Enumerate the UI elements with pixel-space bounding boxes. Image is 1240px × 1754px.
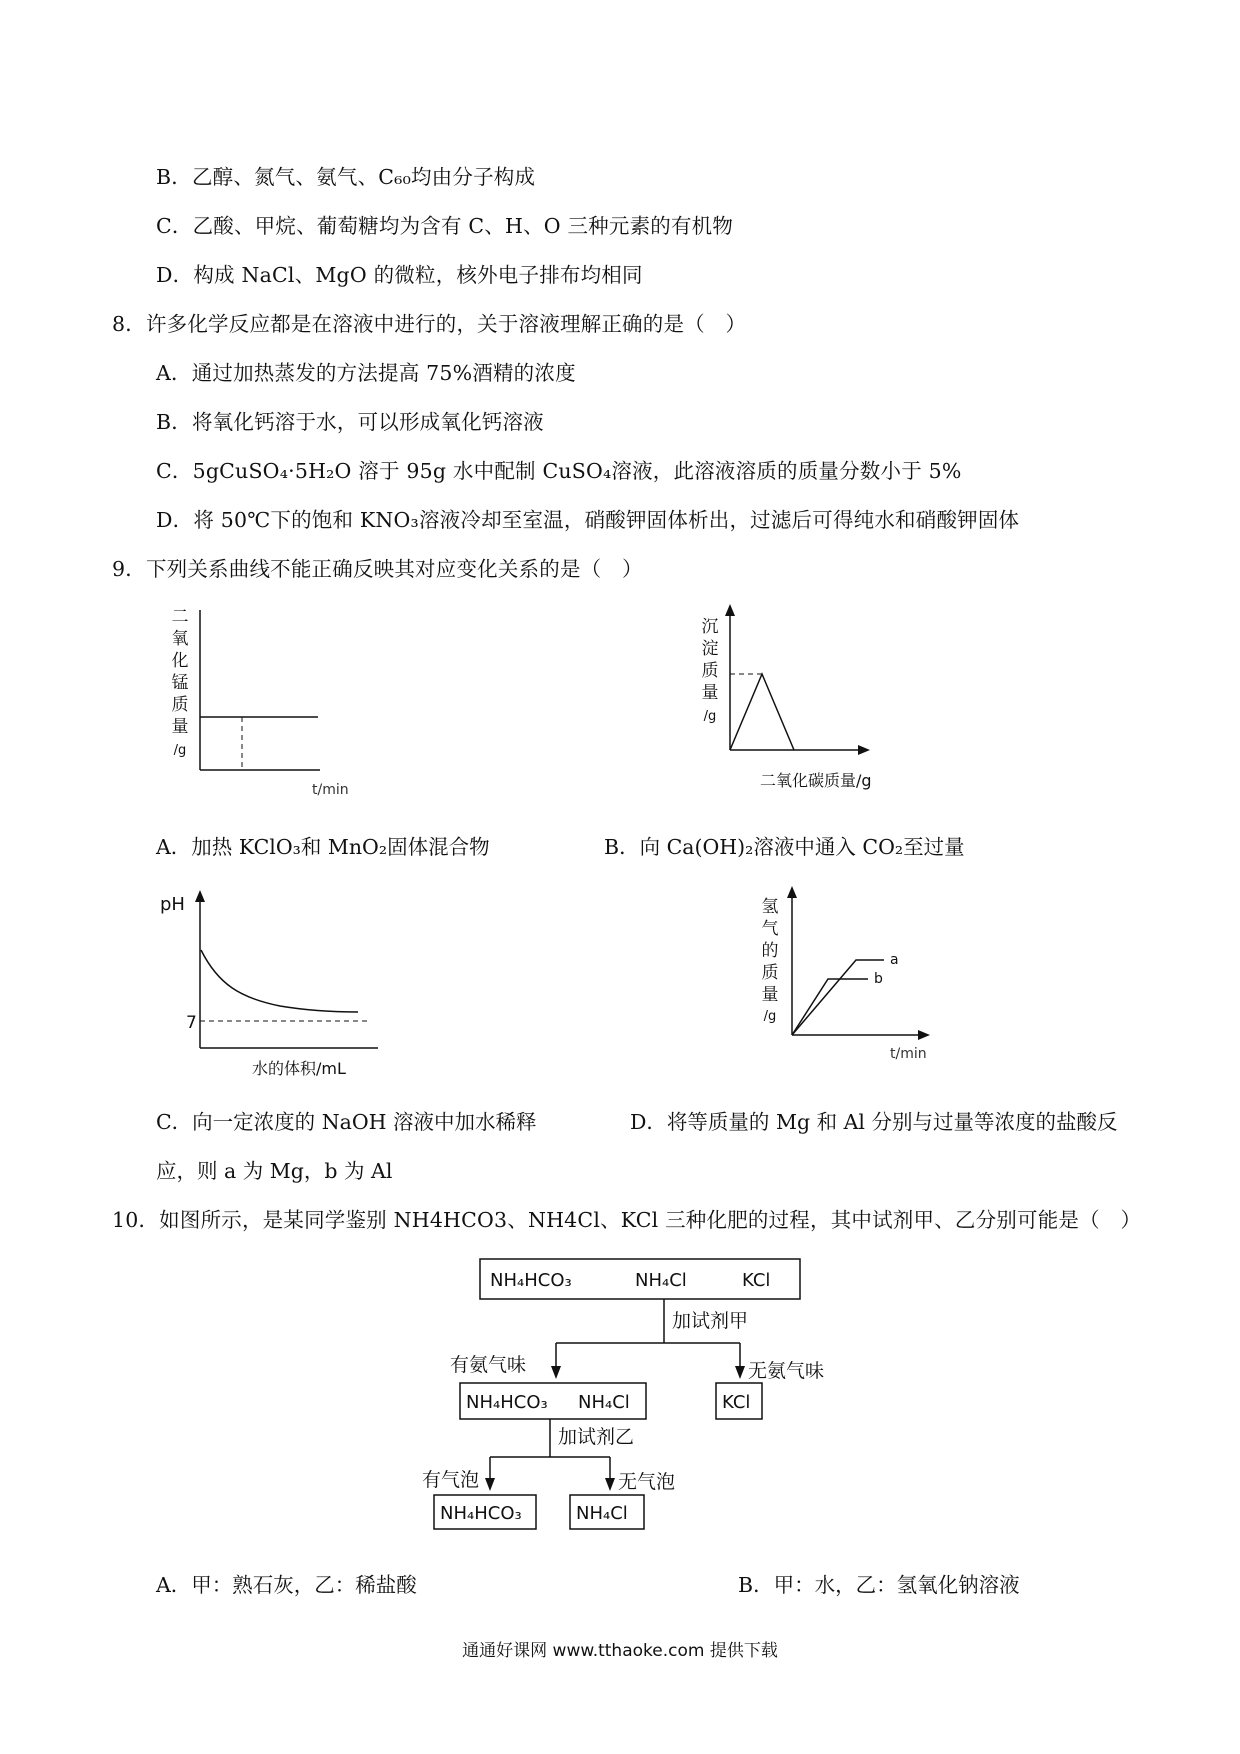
graph-a-ylabel-char: 二 <box>171 607 189 627</box>
graph-b-ylabel-char: 沉 <box>701 617 719 637</box>
flow-left-label-2: 有气泡 <box>422 1469 480 1491</box>
flow-arrow-right-2-head-icon <box>605 1478 615 1491</box>
q9-option-b: B．向 Ca(OH)₂溶液中通入 CO₂至过量 <box>604 835 965 859</box>
graph-b-curve <box>730 674 794 750</box>
graph-c-curve <box>201 950 358 1012</box>
graph-b-ylabel-char: 量 <box>701 683 719 703</box>
graph-b <box>690 600 920 804</box>
q8-stem: 8．许多化学反应都是在溶液中进行的，关于溶液理解正确的是（ ） <box>112 312 747 336</box>
flow-top-kcl: KCl <box>742 1270 771 1291</box>
graph-d <box>750 880 960 1084</box>
graph-d-label-a: a <box>890 952 899 968</box>
graph-d-line-a <box>792 960 884 1035</box>
graph-d-line-b <box>792 979 868 1035</box>
q8-option-a: A．通过加热蒸发的方法提高 75%酒精的浓度 <box>156 361 576 385</box>
q8-option-b: B．将氧化钙溶于水，可以形成氧化钙溶液 <box>156 410 544 434</box>
flow-top-nh4hco3: NH₄HCO₃ <box>490 1270 572 1291</box>
flow-top-nh4cl: NH₄Cl <box>635 1270 687 1291</box>
graph-d-label-b: b <box>874 971 883 987</box>
graph-b-ylabel-char: 质 <box>701 661 719 681</box>
graph-a-ylabel-char: 锰 <box>171 673 189 693</box>
graph-a-ylabel-char: 量 <box>171 717 189 737</box>
graph-c-x-label: 水的体积/mL <box>252 1059 346 1078</box>
flow-left-label-1: 有氨气味 <box>450 1354 527 1376</box>
flow-bottom-nh4cl: NH₄Cl <box>576 1503 628 1524</box>
graph-b-x-label: 二氧化碳质量/g <box>760 771 872 790</box>
flow-mid-nh4hco3: NH₄HCO₃ <box>466 1392 548 1413</box>
graph-a-ylabel-char: 化 <box>171 651 189 671</box>
flow-reagent-2: 加试剂乙 <box>558 1426 635 1448</box>
graph-b-y-label <box>702 617 719 724</box>
graph-d-ylabel-char: 质 <box>761 963 779 983</box>
graph-c-tick-label: 7 <box>186 1013 197 1033</box>
q7-option-d: D．构成 NaCl、MgO 的微粒，核外电子排布均相同 <box>156 263 643 287</box>
q9-option-a: A．加热 KClO₃和 MnO₂固体混合物 <box>156 835 490 859</box>
graph-d-x-label: t/min <box>890 1046 927 1062</box>
graph-a-x-label: t/min <box>312 782 349 798</box>
graph-b-ylabel-char: 淀 <box>701 639 719 659</box>
flow-arrow-left-head-icon <box>551 1366 561 1379</box>
flow-right-label-2: 无气泡 <box>618 1471 676 1493</box>
graph-b-y-arrow-icon <box>725 604 735 616</box>
flow-mid-nh4cl: NH₄Cl <box>578 1392 630 1413</box>
q8-option-d: D．将 50℃下的饱和 KNO₃溶液冷却至室温，硝酸钾固体析出，过滤后可得纯水和硝酸钾固体 <box>156 508 1020 532</box>
q10-stem: 10．如图所示，是某同学鉴别 NH4HCO3、NH4Cl、KCl 三种化肥的过程，其中试剂甲、乙分别可能是（ ） <box>112 1208 1142 1232</box>
flow-kcl: KCl <box>722 1392 751 1413</box>
q7-option-c: C．乙酸、甲烷、葡萄糖均为含有 C、H、O 三种元素的有机物 <box>156 214 734 238</box>
graph-d-y-label <box>762 897 779 1024</box>
q7-option-b: B．乙醇、氮气、氨气、C₆₀均由分子构成 <box>156 165 536 189</box>
graph-c-y-arrow-icon <box>195 890 205 902</box>
flow-bottom-nh4hco3: NH₄HCO₃ <box>440 1503 522 1524</box>
flow-right-label-1: 无氨气味 <box>748 1360 825 1382</box>
graph-d-y-arrow-icon <box>787 886 797 898</box>
q9-option-d-continued: 应，则 a 为 Mg，b 为 Al <box>156 1159 393 1183</box>
graph-d-ylabel-char: 氢 <box>761 897 779 917</box>
q10-flowchart <box>422 1255 870 1559</box>
q10-option-b: B．甲：水，乙：氢氧化钠溶液 <box>738 1573 1020 1597</box>
graph-a-ylabel-char: 氧 <box>171 629 189 649</box>
graph-d-ylabel-char: /g <box>763 1009 777 1024</box>
graph-a-ylabel-char: /g <box>173 743 187 758</box>
flow-reagent-1: 加试剂甲 <box>672 1310 749 1332</box>
graph-d-x-arrow-icon <box>918 1030 930 1040</box>
graph-a-ylabel-char: 质 <box>171 695 189 715</box>
q10-option-a: A．甲：熟石灰，乙：稀盐酸 <box>156 1573 417 1597</box>
q9-option-d: D．将等质量的 Mg 和 Al 分别与过量等浓度的盐酸反 <box>630 1110 1118 1134</box>
graph-d-ylabel-char: 的 <box>761 941 779 961</box>
graph-b-x-arrow-icon <box>858 745 870 755</box>
flow-arrow-left-2-head-icon <box>485 1478 495 1491</box>
graph-a-y-label <box>172 607 189 758</box>
q9-option-c: C．向一定浓度的 NaOH 溶液中加水稀释 <box>156 1110 537 1134</box>
graph-d-ylabel-char: 气 <box>761 919 779 939</box>
graph-c-y-label: pH <box>160 894 185 915</box>
graph-a <box>160 600 360 804</box>
graph-c <box>160 880 390 1084</box>
graph-b-ylabel-char: /g <box>703 709 717 724</box>
page-footer: 通通好课网 www.tthaoke.com 提供下载 <box>462 1641 778 1661</box>
q8-option-c: C．5gCuSO₄·5H₂O 溶于 95g 水中配制 CuSO₄溶液，此溶液溶质的质量分数小于 5% <box>156 459 962 483</box>
q9-stem: 9．下列关系曲线不能正确反映其对应变化关系的是（ ） <box>112 557 643 581</box>
flow-arrow-right-head-icon <box>735 1366 745 1379</box>
graph-d-ylabel-char: 量 <box>761 985 779 1005</box>
